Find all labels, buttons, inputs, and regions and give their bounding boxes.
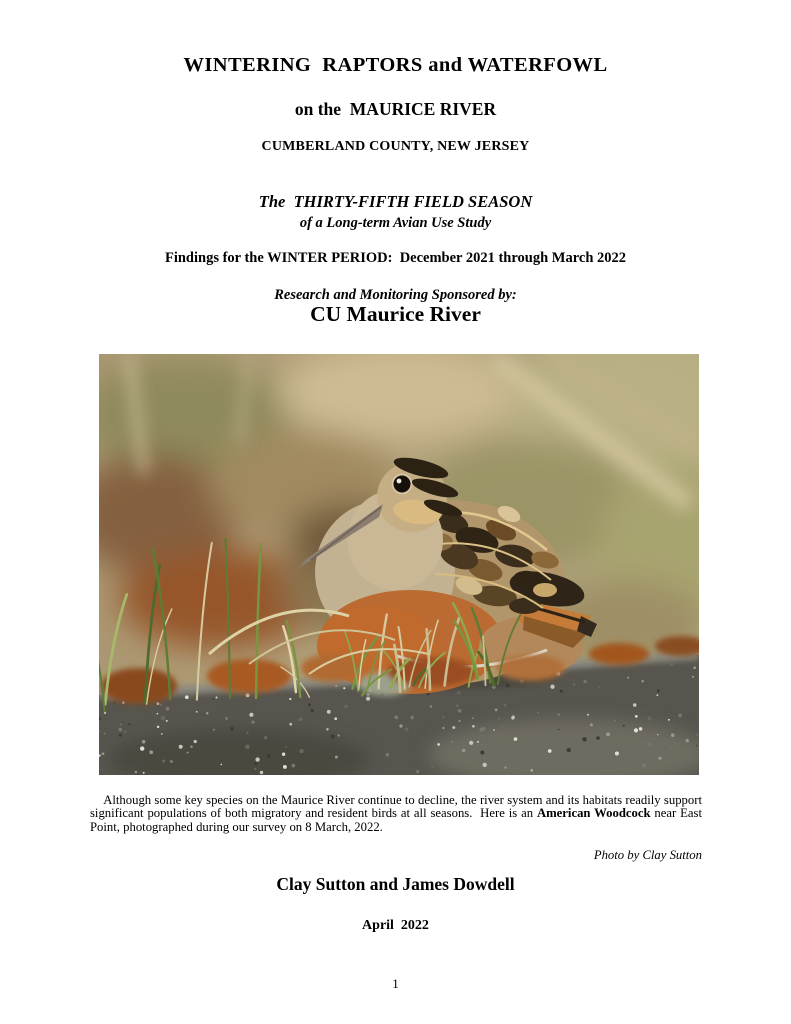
report-location: CUMBERLAND COUNTY, NEW JERSEY — [261, 139, 530, 154]
sponsor-name: CU Maurice River — [310, 302, 481, 326]
caption-species-bold: American Woodcock — [536, 806, 651, 821]
photo-caption — [90, 780, 706, 862]
authors-line: Clay Sutton and James Dowdell — [276, 874, 515, 894]
woodcock-photo — [99, 354, 699, 775]
report-title: WINTERING RAPTORS and WATERFOWL — [183, 54, 608, 76]
caption-text-after: near East Point, photographed during our survey on 8 March, 2022. — [90, 806, 706, 835]
sponsor-intro: Research and Monitoring Sponsored by: — [274, 287, 517, 303]
page-number: 1 — [392, 976, 399, 991]
season-subtitle: of a Long-term Avian Use Study — [299, 215, 492, 231]
publication-date: April 2022 — [362, 918, 429, 933]
caption-text-before: Although some key species on the Maurice River continue to decline, the river system and its habitats readily support significant populations of both migratory and resident birds at all seasons. Here is an — [90, 792, 706, 821]
bird-eye-highlight — [397, 479, 402, 484]
bird-eye — [394, 476, 411, 493]
photo-credit: Photo by Clay Sutton — [593, 847, 702, 862]
findings-line: Findings for the WINTER PERIOD: December 2021 through March 2022 — [164, 250, 627, 266]
report-subtitle: on the MAURICE RIVER — [294, 99, 497, 119]
season-title: The THIRTY-FIFTH FIELD SEASON — [258, 192, 533, 211]
